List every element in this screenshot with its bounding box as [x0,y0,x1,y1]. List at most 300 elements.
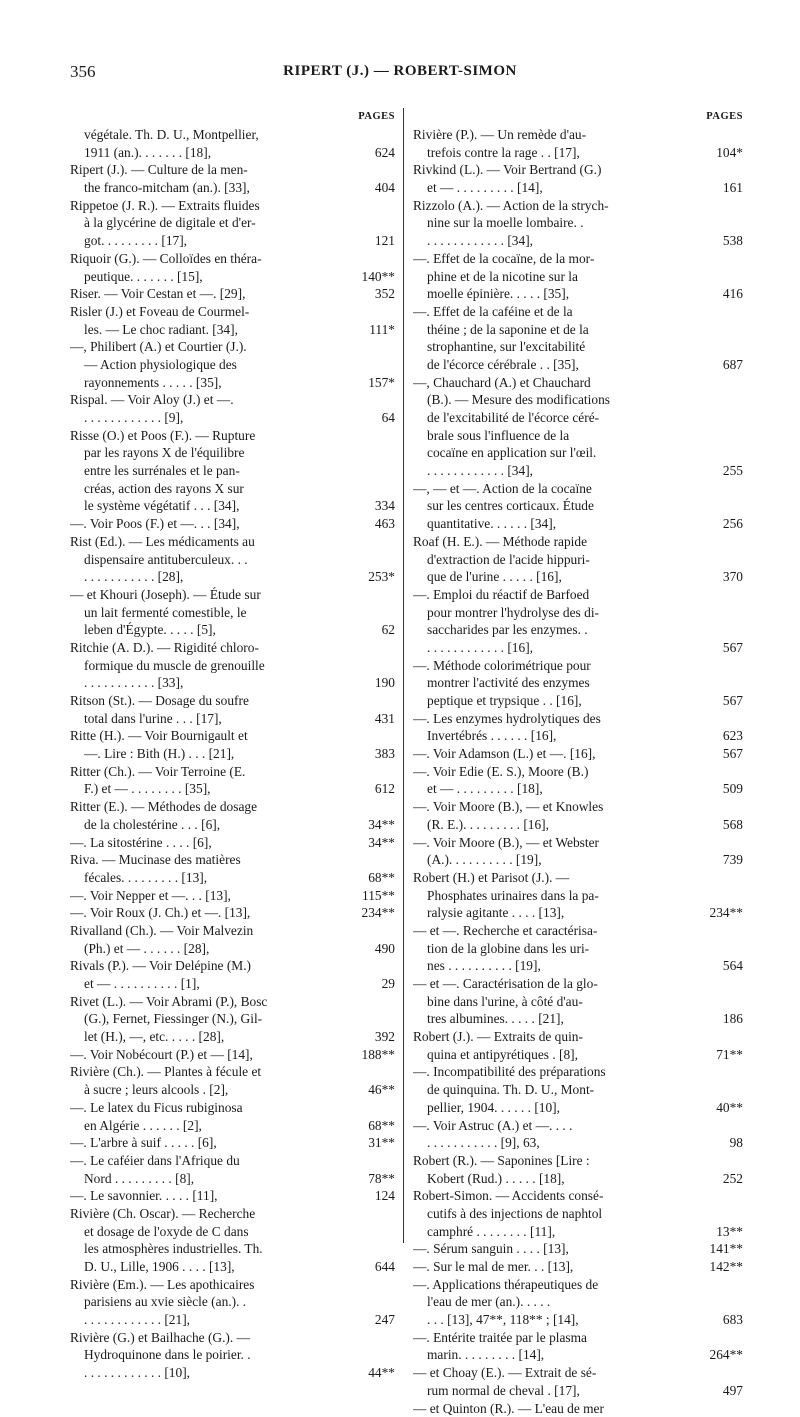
index-line [70,462,395,480]
index-line [70,692,395,710]
index-entry-text: — et Quinton (R.). — L'eau de mer [413,1400,691,1417]
index-entry-text: strophantine, sur l'excitabilité [413,338,691,356]
page-reference [343,1205,395,1223]
index-line [413,922,743,940]
page-reference [343,692,395,710]
page-reference: 124 [343,1187,395,1205]
index-line [70,268,395,286]
index-line [70,745,395,763]
page-reference [691,604,743,622]
page-reference [691,338,743,356]
index-line [70,374,395,392]
index-entry-text: Rizzolo (A.). — Action de la strych- [413,197,691,215]
index-entry-text: —, — et —. Action de la cocaïne [413,480,691,498]
index-line [413,144,743,162]
index-entry-text: sur les centres corticaux. Étude [413,497,691,515]
index-line [70,1099,395,1117]
page-reference: 490 [343,940,395,958]
page-reference [691,993,743,1011]
index-line [413,1293,743,1311]
page-reference [691,1276,743,1294]
index-line [70,515,395,533]
index-line [70,1028,395,1046]
index-line [413,1258,743,1276]
index-line [70,197,395,215]
index-entry-text: tion de la globine dans les uri- [413,940,691,958]
index-entry-text: Invertébrés . . . . . . [16], [413,727,691,745]
index-entry-text: à sucre ; leurs alcools . [2], [70,1081,343,1099]
page-reference [691,869,743,887]
index-line [70,993,395,1011]
index-entry-text: Ritson (St.). — Dosage du soufre [70,692,343,710]
index-entry-text: D. U., Lille, 1906 . . . . [13], [70,1258,343,1276]
page-reference [691,1063,743,1081]
index-line [70,1240,395,1258]
index-line [70,604,395,622]
page-reference: 234** [691,904,743,922]
page-reference [691,214,743,232]
index-line [413,1187,743,1205]
page-reference [343,303,395,321]
index-line [413,957,743,975]
page-reference [343,657,395,675]
page-reference: 44** [343,1364,395,1382]
page-reference: 431 [343,710,395,728]
pages-column-label: PAGES [70,106,395,126]
index-line [70,763,395,781]
index-entry-text: Robert (J.). — Extraits de quin- [413,1028,691,1046]
index-line [70,1346,395,1364]
index-entry-text: total dans l'urine . . . [17], [70,710,343,728]
index-line [413,1010,743,1028]
page-reference: 264** [691,1346,743,1364]
page-reference: 68** [343,869,395,887]
column-divider [403,108,404,1243]
index-line [413,975,743,993]
index-line [70,161,395,179]
index-line [70,303,395,321]
index-line [70,144,395,162]
index-line [70,834,395,852]
page-reference [691,321,743,339]
page-reference [343,1276,395,1294]
index-entry-text: Risler (J.) et Foveau de Courmel- [70,303,343,321]
page-reference: 739 [691,851,743,869]
index-column-right [413,106,743,1417]
page-reference [343,586,395,604]
index-line [413,710,743,728]
page-reference [343,126,395,144]
index-line [413,480,743,498]
page-reference [343,851,395,869]
page-reference: 71** [691,1046,743,1064]
page-reference [343,1240,395,1258]
index-entry-text: Hydroquinone dans le poirier. . [70,1346,343,1364]
index-line [413,639,743,657]
index-entry-text: tres albumines. . . . . [21], [413,1010,691,1028]
index-entry-text: —. Voir Poos (F.) et —. . . [34], [70,515,343,533]
page-reference [691,1293,743,1311]
index-line [413,409,743,427]
index-entry-text: Ritchie (A. D.). — Rigidité chloro- [70,639,343,657]
index-line [413,197,743,215]
index-line [413,780,743,798]
page-reference: 392 [343,1028,395,1046]
index-line [70,798,395,816]
index-line [70,480,395,498]
index-entry-text: Rivals (P.). — Voir Delépine (M.) [70,957,343,975]
page-reference [343,1099,395,1117]
index-entry-text: —. Voir Moore (B.), — et Webster [413,834,691,852]
index-line [70,869,395,887]
index-line [413,1170,743,1188]
index-entry-text: —. Les enzymes hydrolytiques des [413,710,691,728]
page-reference: 463 [343,515,395,533]
index-line [413,621,743,639]
index-line [413,427,743,445]
index-line [413,1063,743,1081]
index-column-left [70,106,395,1382]
page-reference [691,621,743,639]
index-line [413,1134,743,1152]
index-entry-text: —. Entérite traitée par le plasma [413,1329,691,1347]
page-reference: 46** [343,1081,395,1099]
index-line [70,1205,395,1223]
page-reference [691,497,743,515]
index-entry-text: ralysie agitante . . . . [13], [413,904,691,922]
page-reference [343,480,395,498]
page-reference [343,993,395,1011]
index-line [413,214,743,232]
page-reference [691,1028,743,1046]
index-line [413,1400,743,1417]
index-entry-text: par les rayons X de l'équilibre [70,444,343,462]
page-reference: 157* [343,374,395,392]
index-line [413,551,743,569]
index-entry-text: peptique et trypsique . . [16], [413,692,691,710]
index-entry-text: montrer l'activité des enzymes [413,674,691,692]
page-reference [343,1223,395,1241]
page-reference: 64 [343,409,395,427]
index-entry-text: —, Philibert (A.) et Courtier (J.). [70,338,343,356]
index-line [413,745,743,763]
page-reference: 188** [343,1046,395,1064]
page-reference [691,126,743,144]
index-entry-text: . . . . . . . . . . . . [10], [70,1364,343,1382]
index-entry-text: —. La sitostérine . . . . [6], [70,834,343,852]
index-line [70,1258,395,1276]
index-line [413,851,743,869]
page-reference [691,1205,743,1223]
index-entry-text: et — . . . . . . . . . [14], [413,179,691,197]
index-entry-text: Rispal. — Voir Aloy (J.) et —. [70,391,343,409]
index-entry-text: . . . . . . . . . . . . [16], [413,639,691,657]
index-line [413,763,743,781]
index-line [70,1046,395,1064]
page-reference: 186 [691,1010,743,1028]
index-line [70,568,395,586]
page-reference: 567 [691,639,743,657]
page-reference [691,586,743,604]
page-reference: 104* [691,144,743,162]
page-reference: 142** [691,1258,743,1276]
index-line [413,1046,743,1064]
page-reference: 416 [691,285,743,303]
page-reference [343,214,395,232]
index-line [70,1152,395,1170]
index-entry-text: Rivière (G.) et Bailhache (G.). — [70,1329,343,1347]
index-entry-text: de quinquina. Th. D. U., Mont- [413,1081,691,1099]
index-line [413,497,743,515]
index-entry-text: cutifs à des injections de naphtol [413,1205,691,1223]
index-line [70,657,395,675]
index-entry-text: —. Méthode colorimétrique pour [413,657,691,675]
index-entry-text: de la cholestérine . . . [6], [70,816,343,834]
index-entry-text: — et —. Recherche et caractérisa- [413,922,691,940]
running-title: RIPERT (J.) — ROBERT-SIMON [70,63,730,80]
index-entry-text: F.) et — . . . . . . . . [35], [70,780,343,798]
index-line [70,427,395,445]
page-reference: 256 [691,515,743,533]
index-entry-text: Robert (H.) et Parisot (J.). — [413,869,691,887]
index-line [70,1311,395,1329]
index-entry-text: Phosphates urinaires dans la pa- [413,887,691,905]
index-entry-text: que de l'urine . . . . . [16], [413,568,691,586]
index-entry-text: —. Incompatibilité des préparations [413,1063,691,1081]
index-line [70,179,395,197]
page-reference: 140** [343,268,395,286]
index-entry-text: rayonnements . . . . . [35], [70,374,343,392]
index-entry-text: un lait fermenté comestible, le [70,604,343,622]
running-header [70,62,730,86]
page-reference [343,1063,395,1081]
page-reference [691,250,743,268]
index-entry-text: phine et de la nicotine sur la [413,268,691,286]
page-reference: 567 [691,745,743,763]
page-reference [691,657,743,675]
index-line [413,993,743,1011]
index-entry-text: créas, action des rayons X sur [70,480,343,498]
index-entry-text: saccharides par les enzymes. . [413,621,691,639]
index-line [413,126,743,144]
page-reference: 255 [691,462,743,480]
page-number: 356 [70,62,96,82]
index-entry-text: —. Le caféier dans l'Afrique du [70,1152,343,1170]
index-entry-text: camphré . . . . . . . . [11], [413,1223,691,1241]
index-entry-text: brale sous l'influence de la [413,427,691,445]
index-entry-text: marin. . . . . . . . . [14], [413,1346,691,1364]
index-entry-text: moelle épinière. . . . . [35], [413,285,691,303]
index-entry-text: —. Voir Roux (J. Ch.) et —. [13], [70,904,343,922]
index-line [70,1276,395,1294]
page-reference [343,427,395,445]
index-entry-text: Risse (O.) et Poos (F.). — Rupture [70,427,343,445]
index-entry-text: . . . . . . . . . . . . [34], [413,462,691,480]
page-reference [343,250,395,268]
page-reference: 334 [343,497,395,515]
index-line [413,674,743,692]
page-reference: 121 [343,232,395,250]
index-line [70,1170,395,1188]
index-line [70,250,395,268]
page-reference: 68** [343,1117,395,1135]
page-reference [343,444,395,462]
index-line [70,126,395,144]
index-line [70,1223,395,1241]
page-reference: 370 [691,568,743,586]
index-entry-text: Ripert (J.). — Culture de la men- [70,161,343,179]
page-reference [343,1329,395,1347]
page-reference [691,798,743,816]
page-reference: 683 [691,1311,743,1329]
index-line [413,1382,743,1400]
pages-column-label: PAGES [413,106,743,126]
page-reference: 78** [343,1170,395,1188]
page-reference [343,763,395,781]
index-entry-text: 1911 (an.). . . . . . . [18], [70,144,343,162]
index-entry-text: bine dans l'urine, à côté d'au- [413,993,691,1011]
index-entry-text: (R. E.). . . . . . . . . [16], [413,816,691,834]
index-entry-text: de l'écorce cérébrale . . [35], [413,356,691,374]
index-line [70,1081,395,1099]
page-reference [691,1329,743,1347]
page-reference: 567 [691,692,743,710]
index-entry-text: — et Khouri (Joseph). — Étude sur [70,586,343,604]
index-entry-text: et — . . . . . . . . . . [1], [70,975,343,993]
page-reference [343,197,395,215]
index-entry-text: Kobert (Rud.) . . . . . [18], [413,1170,691,1188]
index-entry-text: à la glycérine de digitale et d'er- [70,214,343,232]
page-reference: 234** [343,904,395,922]
index-entry-text: et dosage de l'oxyde de C dans [70,1223,343,1241]
index-entry-text: . . . . . . . . . . . [33], [70,674,343,692]
page-reference [691,268,743,286]
index-entry-text: —. Voir Moore (B.), — et Knowles [413,798,691,816]
index-line [70,232,395,250]
index-line [413,356,743,374]
index-line [413,1346,743,1364]
index-entry-text: —. Effet de la caféine et de la [413,303,691,321]
index-entry-text: (Ph.) et — . . . . . . [28], [70,940,343,958]
index-entry-text: fécales. . . . . . . . . [13], [70,869,343,887]
index-line [413,816,743,834]
page-reference: 404 [343,179,395,197]
page-reference [691,409,743,427]
index-line [413,250,743,268]
index-line [70,1010,395,1028]
index-entry-text: et — . . . . . . . . . [18], [413,780,691,798]
index-line [413,161,743,179]
index-entry-text: nine sur la moelle lombaire. . [413,214,691,232]
index-line [70,710,395,728]
page-reference [691,887,743,905]
index-line [413,1117,743,1135]
index-entry-text: Rivière (Em.). — Les apothicaires [70,1276,343,1294]
index-line [413,586,743,604]
page-reference [691,391,743,409]
page-reference [691,1364,743,1382]
index-line [70,922,395,940]
page-reference: 141** [691,1240,743,1258]
index-line [70,409,395,427]
index-entry-text: Ritter (E.). — Méthodes de dosage [70,798,343,816]
page-reference [691,763,743,781]
index-line [413,834,743,852]
index-entry-text: —. Sur le mal de mer. . . [13], [413,1258,691,1276]
page-reference: 538 [691,232,743,250]
index-line [70,533,395,551]
index-line [413,1276,743,1294]
index-line [413,338,743,356]
index-line [70,674,395,692]
index-entry-text: Nord . . . . . . . . . [8], [70,1170,343,1188]
page-reference: 383 [343,745,395,763]
index-entry-text: . . . . . . . . . . . [9], 63, [413,1134,691,1152]
index-entry-text: —. Le latex du Ficus rubiginosa [70,1099,343,1117]
index-entry-text: théine ; de la saponine et de la [413,321,691,339]
index-line [413,940,743,958]
index-entry-text: —. Le savonnier. . . . . [11], [70,1187,343,1205]
index-line [413,232,743,250]
index-line [70,1063,395,1081]
index-line [70,851,395,869]
index-line [413,904,743,922]
index-entry-text: let (H.), —, etc. . . . . [28], [70,1028,343,1046]
index-line [70,904,395,922]
index-line [413,692,743,710]
index-entry-text: quantitative. . . . . . [34], [413,515,691,533]
index-line [413,303,743,321]
index-line [70,1134,395,1152]
page-reference: 624 [343,144,395,162]
index-line [70,1293,395,1311]
index-entry-text: parisiens au xvie siècle (an.). . [70,1293,343,1311]
index-entry-text: Riquoir (G.). — Colloïdes en théra- [70,250,343,268]
index-entry-text: Rivière (Ch. Oscar). — Recherche [70,1205,343,1223]
index-line [413,798,743,816]
page-reference: 252 [691,1170,743,1188]
index-entry-text: quina et antipyrétiques . [8], [413,1046,691,1064]
index-line [413,285,743,303]
index-line [70,957,395,975]
index-entry-text: —. Voir Nobécourt (P.) et — [14], [70,1046,343,1064]
index-entry-text: the franco-mitcham (an.). [33], [70,179,343,197]
page-reference [691,975,743,993]
index-entry-text: pour montrer l'hydrolyse des di- [413,604,691,622]
page-reference [691,834,743,852]
page-reference: 190 [343,674,395,692]
page-reference: 98 [691,1134,743,1152]
index-line [70,975,395,993]
index-line [70,1187,395,1205]
index-entry-text: peutique. . . . . . . [15], [70,268,343,286]
page-reference: 612 [343,780,395,798]
index-line [70,321,395,339]
index-line [413,1223,743,1241]
page-reference [691,1152,743,1170]
index-line [413,391,743,409]
page-reference [343,604,395,622]
index-entry-text: les atmosphères industrielles. Th. [70,1240,343,1258]
index-entry-text: —. Applications thérapeutiques de [413,1276,691,1294]
index-entry-text: —. Voir Astruc (A.) et —. . . . [413,1117,691,1135]
index-line [413,374,743,392]
index-line [70,940,395,958]
index-entry-text: —. Voir Edie (E. S.), Moore (B.) [413,763,691,781]
page-reference [691,1081,743,1099]
index-entry-text: en Algérie . . . . . . [2], [70,1117,343,1135]
page-reference: 34** [343,816,395,834]
